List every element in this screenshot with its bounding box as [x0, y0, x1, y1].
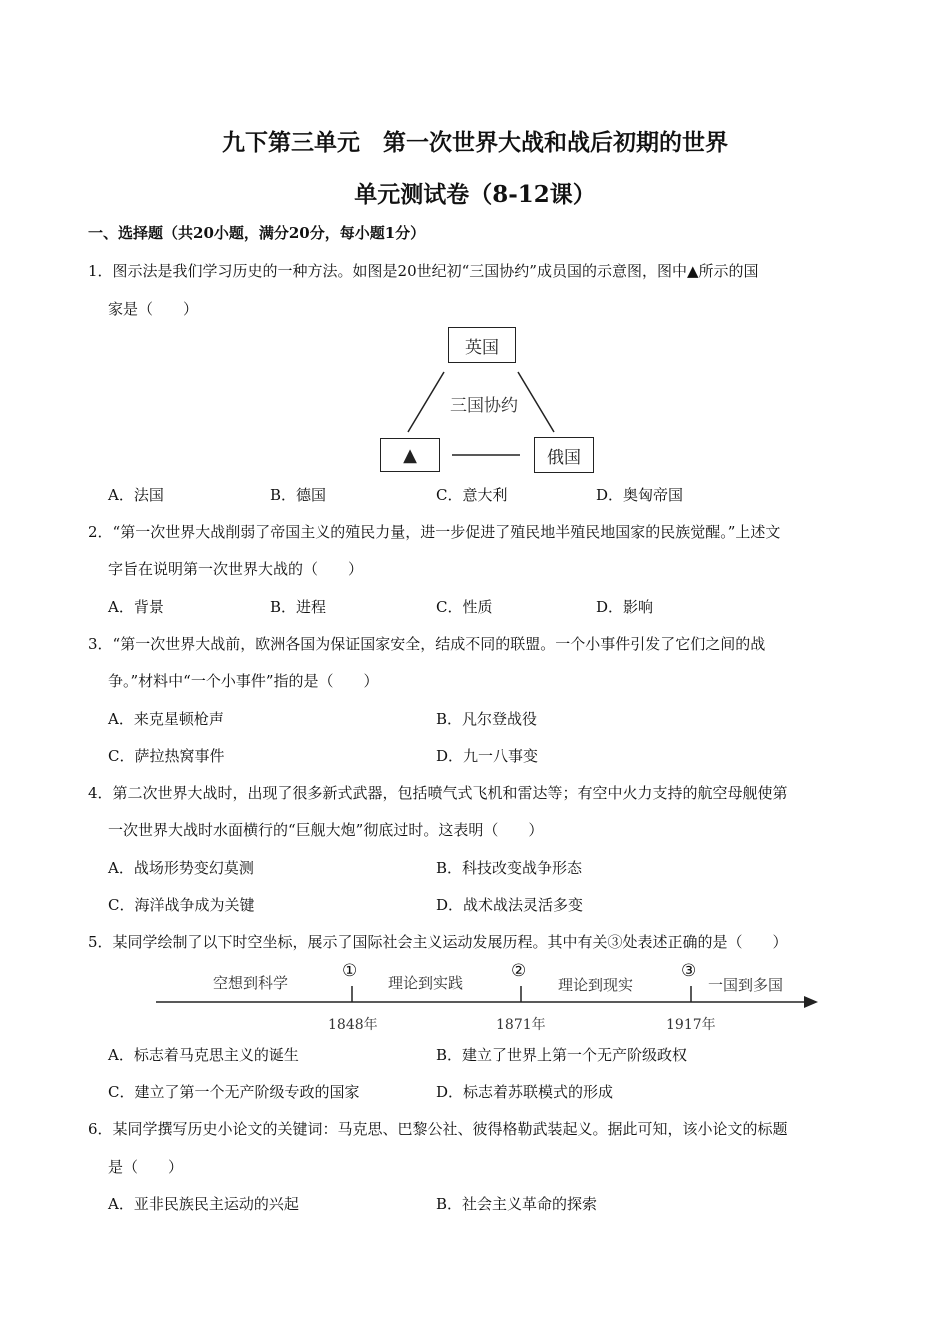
q3-option-c[interactable]: C．萨拉热窝事件: [108, 747, 225, 765]
question-3-line-2: 争。”材料中“一个小事件”指的是（ ）: [108, 672, 379, 690]
q4-option-d[interactable]: D．战术战法灵活多变: [436, 896, 584, 914]
question-2-line-2: 字旨在说明第一次世界大战的（ ）: [108, 560, 364, 578]
q4-option-a[interactable]: A．战场形势变幻莫测: [108, 859, 254, 877]
q5-option-a[interactable]: A．标志着马克思主义的诞生: [108, 1046, 299, 1064]
q2-option-d[interactable]: D．影响: [596, 598, 654, 616]
q5-option-c[interactable]: C．建立了第一个无产阶级专政的国家: [108, 1083, 360, 1101]
page-title: 九下第三单元 第一次世界大战和战后初期的世界: [222, 129, 728, 156]
diagram-center-label: 三国协约: [450, 396, 518, 416]
q2-option-c[interactable]: C．性质: [436, 598, 493, 616]
timeline-year-1848: 1848年: [328, 1017, 378, 1033]
timeline-year-1917: 1917年: [666, 1017, 716, 1033]
timeline-marker-1: ①: [342, 961, 358, 981]
question-1-line-1: 1．图示法是我们学习历史的一种方法。如图是20世纪初“三国协约”成员国的示意图，图中▲所示的国: [88, 262, 759, 280]
question-5-line-1: 5．某同学绘制了以下时空坐标，展示了国际社会主义运动发展历程。其中有关③处表述正确的是（ ）: [88, 933, 788, 951]
q1-option-c[interactable]: C．意大利: [436, 486, 508, 504]
question-4-line-1: 4．第二次世界大战时，出现了很多新式武器，包括喷气式飞机和雷达等；有空中火力支持的航空母舰使第: [88, 784, 788, 802]
question-6-line-2: 是（ ）: [108, 1158, 184, 1176]
timeline-year-1871: 1871年: [496, 1017, 546, 1033]
q5-option-b[interactable]: B．建立了世界上第一个无产阶级政权: [436, 1046, 688, 1064]
question-6-line-1: 6．某同学撰写历史小论文的关键词：马克思、巴黎公社、彼得格勒武装起义。据此可知，该小论文的标题: [88, 1120, 788, 1138]
q3-option-a[interactable]: A．来克星顿枪声: [108, 710, 224, 728]
page-subtitle: 单元测试卷（8-12课）: [354, 181, 596, 208]
timeline-segment-1: 空想到科学: [213, 974, 289, 992]
q2-option-a[interactable]: A．背景: [108, 598, 164, 616]
q1-option-a[interactable]: A．法国: [108, 486, 164, 504]
timeline-marker-2: ②: [511, 961, 527, 981]
q6-option-a[interactable]: A．亚非民族民主运动的兴起: [108, 1195, 299, 1213]
timeline-segment-3: 理论到现实: [558, 976, 634, 994]
question-2-line-1: 2．“第一次世界大战削弱了帝国主义的殖民力量，进一步促进了殖民地半殖民地国家的民族觉醒。”上述文: [88, 523, 781, 541]
question-1-line-2: 家是（ ）: [108, 300, 199, 318]
q1-option-d[interactable]: D．奥匈帝国: [596, 486, 684, 504]
q3-option-d[interactable]: D．九一八事变: [436, 747, 539, 765]
question-3-line-1: 3．“第一次世界大战前，欧洲各国为保证国家安全，结成不同的联盟。一个小事件引发了它们之间的战: [88, 635, 766, 653]
diagram-box-russia: 俄国: [534, 437, 594, 473]
q4-option-b[interactable]: B．科技改变战争形态: [436, 859, 583, 877]
diagram-box-unknown-triangle: ▲: [380, 438, 440, 472]
q6-option-b[interactable]: B．社会主义革命的探索: [436, 1195, 598, 1213]
q4-option-c[interactable]: C．海洋战争成为关键: [108, 896, 255, 914]
timeline-segment-4: 一国到多国: [708, 976, 784, 994]
diagram-box-britain: 英国: [448, 327, 516, 363]
question-4-line-2: 一次世界大战时水面横行的“巨舰大炮”彻底过时。这表明（ ）: [108, 821, 544, 839]
q3-option-b[interactable]: B．凡尔登战役: [436, 710, 538, 728]
q2-option-b[interactable]: B．进程: [270, 598, 327, 616]
timeline-marker-3: ③: [681, 961, 697, 981]
section-heading: 一、选择题（共20小题，满分20分，每小题1分）: [88, 224, 426, 242]
q5-option-d[interactable]: D．标志着苏联模式的形成: [436, 1083, 614, 1101]
timeline-segment-2: 理论到实践: [388, 974, 464, 992]
q1-option-b[interactable]: B．德国: [270, 486, 327, 504]
